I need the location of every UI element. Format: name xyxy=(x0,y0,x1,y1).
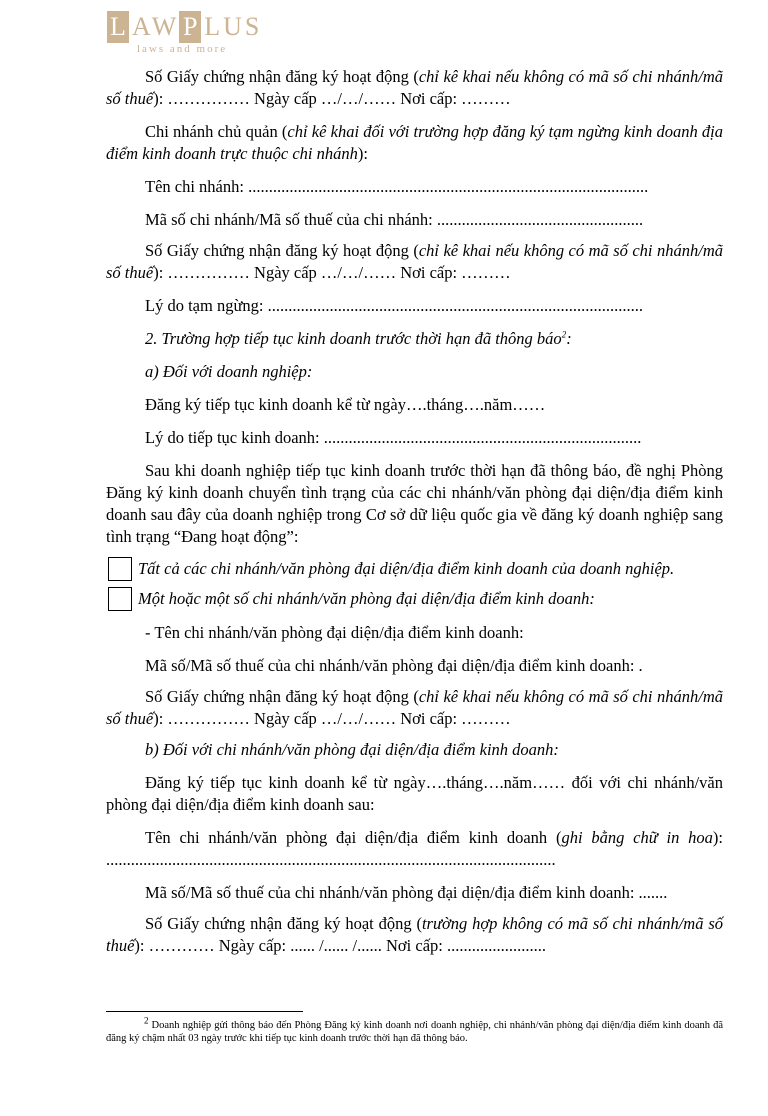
checkbox-some-label: Một hoặc một số chi nhánh/văn phòng đại diện/địa điểm kinh doanh: xyxy=(138,589,595,608)
branch-name-field: Tên chi nhánh: ................................................................................................. xyxy=(145,177,649,196)
section-a-heading: a) Đối với doanh nghiệp: xyxy=(145,362,313,381)
branch-code-field: Mã số/Mã số thuế của chi nhánh/văn phòng đại diện/địa điểm kinh doanh: ....... xyxy=(145,883,668,902)
footnote xyxy=(106,1015,723,1045)
logo-mark-p: P xyxy=(179,11,201,43)
checkbox-some-branches[interactable] xyxy=(108,587,132,611)
footnote-marker: 2 xyxy=(144,1015,149,1026)
footnote-text: Doanh nghiệp gửi thông báo đến Phòng Đăng ký kinh doanh nơi doanh nghiệp, chi nhánh/văn phòng đại diện/địa điểm kinh doanh đã đăng ký chậm nhất 03 ngày trước khi tiếp tục kinh doanh trước thời hạn đã thông báo. xyxy=(106,1020,723,1044)
section-b-heading: b) Đối với chi nhánh/văn phòng đại diện/địa điểm kinh doanh: xyxy=(145,740,559,759)
suspension-reason-field: Lý do tạm ngừng: ........................................................................................... xyxy=(145,296,643,315)
branch-name-uppercase-field: Tên chi nhánh/văn phòng đại diện/địa điểm kinh doanh (ghi bằng chữ in hoa): ............................................................................................................. xyxy=(106,828,723,869)
logo-text-2: LUS xyxy=(204,12,263,41)
unit-name-line: - Tên chi nhánh/văn phòng đại diện/địa điểm kinh doanh: xyxy=(145,623,524,642)
resume-reason-field: Lý do tiếp tục kinh doanh: ............................................................................. xyxy=(145,428,642,447)
logo-wordmark xyxy=(107,10,262,44)
resume-date-line: Đăng ký tiếp tục kinh doanh kể từ ngày….tháng….năm…… xyxy=(145,395,546,414)
footnote-divider xyxy=(106,1011,303,1012)
parent-branch-certificate-line: Số Giấy chứng nhận đăng ký hoạt động (chỉ kê khai nếu không có mã số chi nhánh/mã số thuế): …………… Ngày cấp …/…/…… Nơi cấp: ……… xyxy=(106,241,723,282)
branch-certificate-line: Số Giấy chứng nhận đăng ký hoạt động (chỉ kê khai nếu không có mã số chi nhánh/mã số thuế): …………… Ngày cấp …/…/…… Nơi cấp: ……… xyxy=(106,67,723,108)
logo-text-1: AW xyxy=(132,12,180,41)
lawplus-logo xyxy=(107,10,297,58)
checkbox-all-branches[interactable] xyxy=(108,557,132,581)
unit-certificate-line: Số Giấy chứng nhận đăng ký hoạt động (chỉ kê khai nếu không có mã số chi nhánh/mã số thuế): …………… Ngày cấp …/…/…… Nơi cấp: ……… xyxy=(106,687,723,728)
parent-branch-line: Chi nhánh chủ quản (chỉ kê khai đối với trường hợp đăng ký tạm ngừng kinh doanh địa điểm kinh doanh trực thuộc chi nhánh): xyxy=(106,122,723,163)
checkbox-row-all xyxy=(108,557,723,581)
unit-tax-code-line: Mã số/Mã số thuế của chi nhánh/văn phòng đại diện/địa điểm kinh doanh: . xyxy=(145,656,643,675)
document-body xyxy=(106,66,723,957)
logo-mark-l: L xyxy=(107,11,129,43)
footnote-ref: 2 xyxy=(561,329,567,340)
checkbox-row-some xyxy=(108,587,723,611)
branch-resume-date-line: Đăng ký tiếp tục kinh doanh kể từ ngày….tháng….năm…… đối với chi nhánh/văn phòng đại diện/địa điểm kinh doanh sau: xyxy=(106,773,723,814)
checkbox-all-label: Tất cả các chi nhánh/văn phòng đại diện/địa điểm kinh doanh của doanh nghiệp. xyxy=(138,559,675,578)
section-2-heading: 2. Trường hợp tiếp tục kinh doanh trước thời hạn đã thông báo$^2$: xyxy=(145,329,572,348)
resume-request-paragraph: Sau khi doanh nghiệp tiếp tục kinh doanh trước thời hạn đã thông báo, đề nghị Phòng Đăng ký kinh doanh chuyển tình trạng của các chi nhánh/văn phòng đại diện/địa điểm kinh doanh sau đây của doanh nghiệp trong Cơ sở dữ liệu quốc gia về đăng ký doanh nghiệp sang tình trạng “Đang hoạt động”: xyxy=(106,461,723,546)
logo-subtitle: laws and more xyxy=(137,43,228,55)
branch-certificate-field: Số Giấy chứng nhận đăng ký hoạt động (trường hợp không có mã số chi nhánh/mã số thuế): ………… Ngày cấp: ...... /...... /...... Nơi cấp: ........................ xyxy=(106,914,723,955)
branch-tax-code-field: Mã số chi nhánh/Mã số thuế của chi nhánh: .................................................. xyxy=(145,210,644,229)
